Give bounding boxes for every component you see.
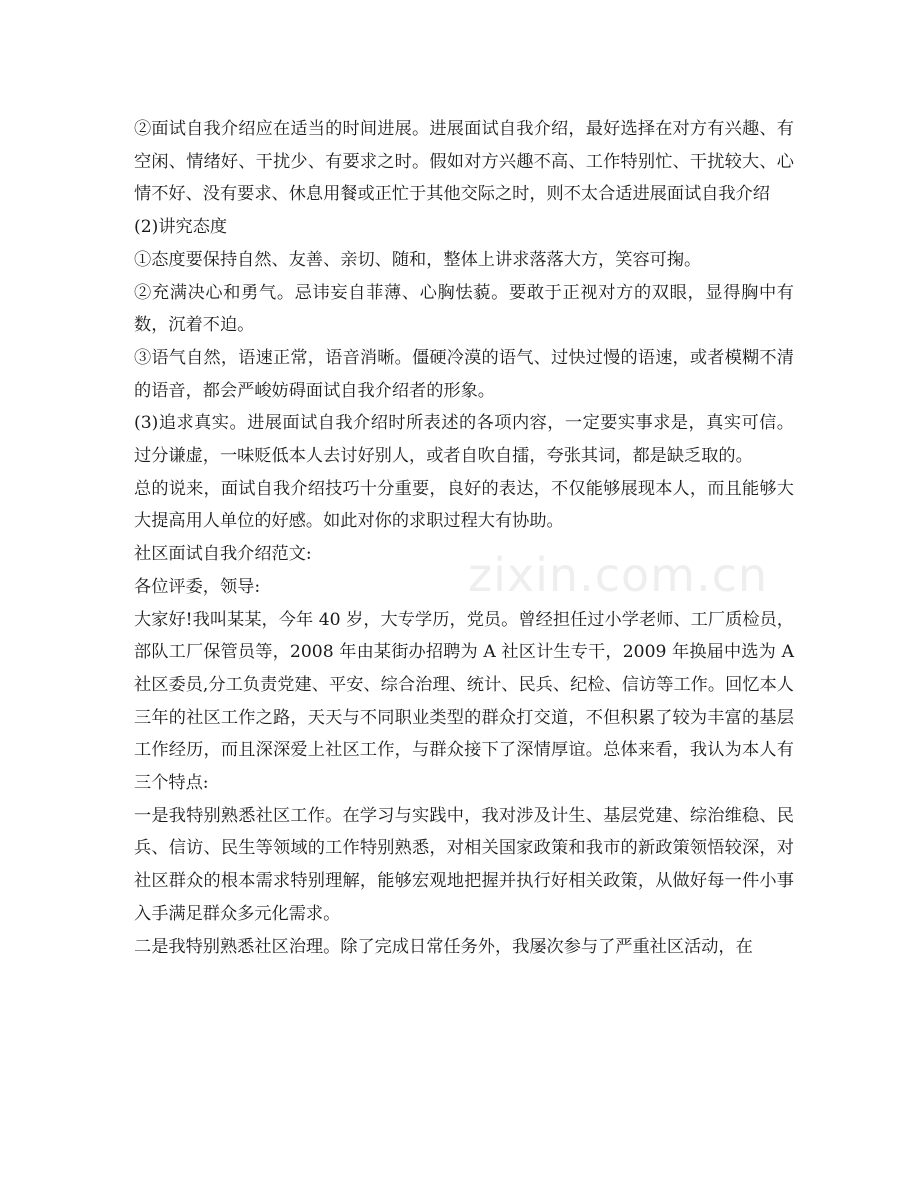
paragraph-4: ②充满决心和勇气。忌讳妄自菲薄、心胸怯藐。要敢于正视对方的双眼，显得胸中有数，沉着不迫。 [134, 282, 794, 336]
paragraph-3: ①态度要保持自然、友善、亲切、随和，整体上讲求落落大方，笑容可掬。 [134, 249, 702, 270]
paragraph-11: 一是我特别熟悉社区工作。在学习与实践中，我对涉及计生、基层党建、综治维稳、民兵、信访、民生等领域的工作特别熟悉，对相关国家政策和我市的新政策领悟较深，对社区群众的根本需求特别理解，能够宏观地把握并执行好相关政策，从做好每一件小事入手满足群众多元化需求。 [134, 805, 794, 924]
paragraph-7: 总的说来，面试自我介绍技巧十分重要，良好的表达，不仅能够展现本人，而且能够大大提高用人单位的好感。如此对你的求职过程大有协助。 [134, 478, 794, 532]
paragraph-10: 大家好!我叫某某，今年 40 岁，大专学历，党员。曾经担任过小学老师、工厂质检员，部队工厂保管员等，2008 年由某街办招聘为 A 社区计生专干，2009 年换届中选为 A 社区委员,分工负责党建、平安、综合治理、统计、民兵、纪检、信访等工作。回忆本人三年的社区工作之路，天天与不同职业类型的群众打交道，不但积累了较为丰富的基层工作经历，而且深深爱上社区工作，与群众接下了深情厚谊。总体来看，我认为本人有三个特点: [134, 609, 794, 794]
document-body [134, 113, 794, 963]
watermark-text: zixin.com.cn [468, 548, 769, 602]
paragraph-6: (3)追求真实。进展面试自我介绍时所表述的各项内容，一定要实事求是，真实可信。过分谦虚，一味贬低本人去讨好别人，或者自吹自擂，夸张其词，都是缺乏取的。 [134, 413, 794, 467]
sample-title: 社区面试自我介绍范文: [134, 544, 312, 565]
section-heading-2: (2)讲究态度 [134, 217, 228, 238]
paragraph-5: ③语气自然，语速正常，语音消晰。僵硬冷漠的语气、过快过慢的语速，或者模糊不清的语音，都会严峻妨碍面试自我介绍者的形象。 [134, 347, 794, 401]
paragraph-1: ②面试自我介绍应在适当的时间进展。进展面试自我介绍，最好选择在对方有兴趣、有空闲、情绪好、干扰少、有要求之时。假如对方兴趣不高、工作特别忙、干扰较大、心情不好、没有要求、休息用餐或正忙于其他交际之时，则不太合适进展面试自我介绍 [134, 119, 794, 205]
paragraph-12: 二是我特别熟悉社区治理。除了完成日常任务外，我屡次参与了严重社区活动，在 [134, 936, 753, 957]
salutation: 各位评委，领导: [134, 576, 261, 597]
